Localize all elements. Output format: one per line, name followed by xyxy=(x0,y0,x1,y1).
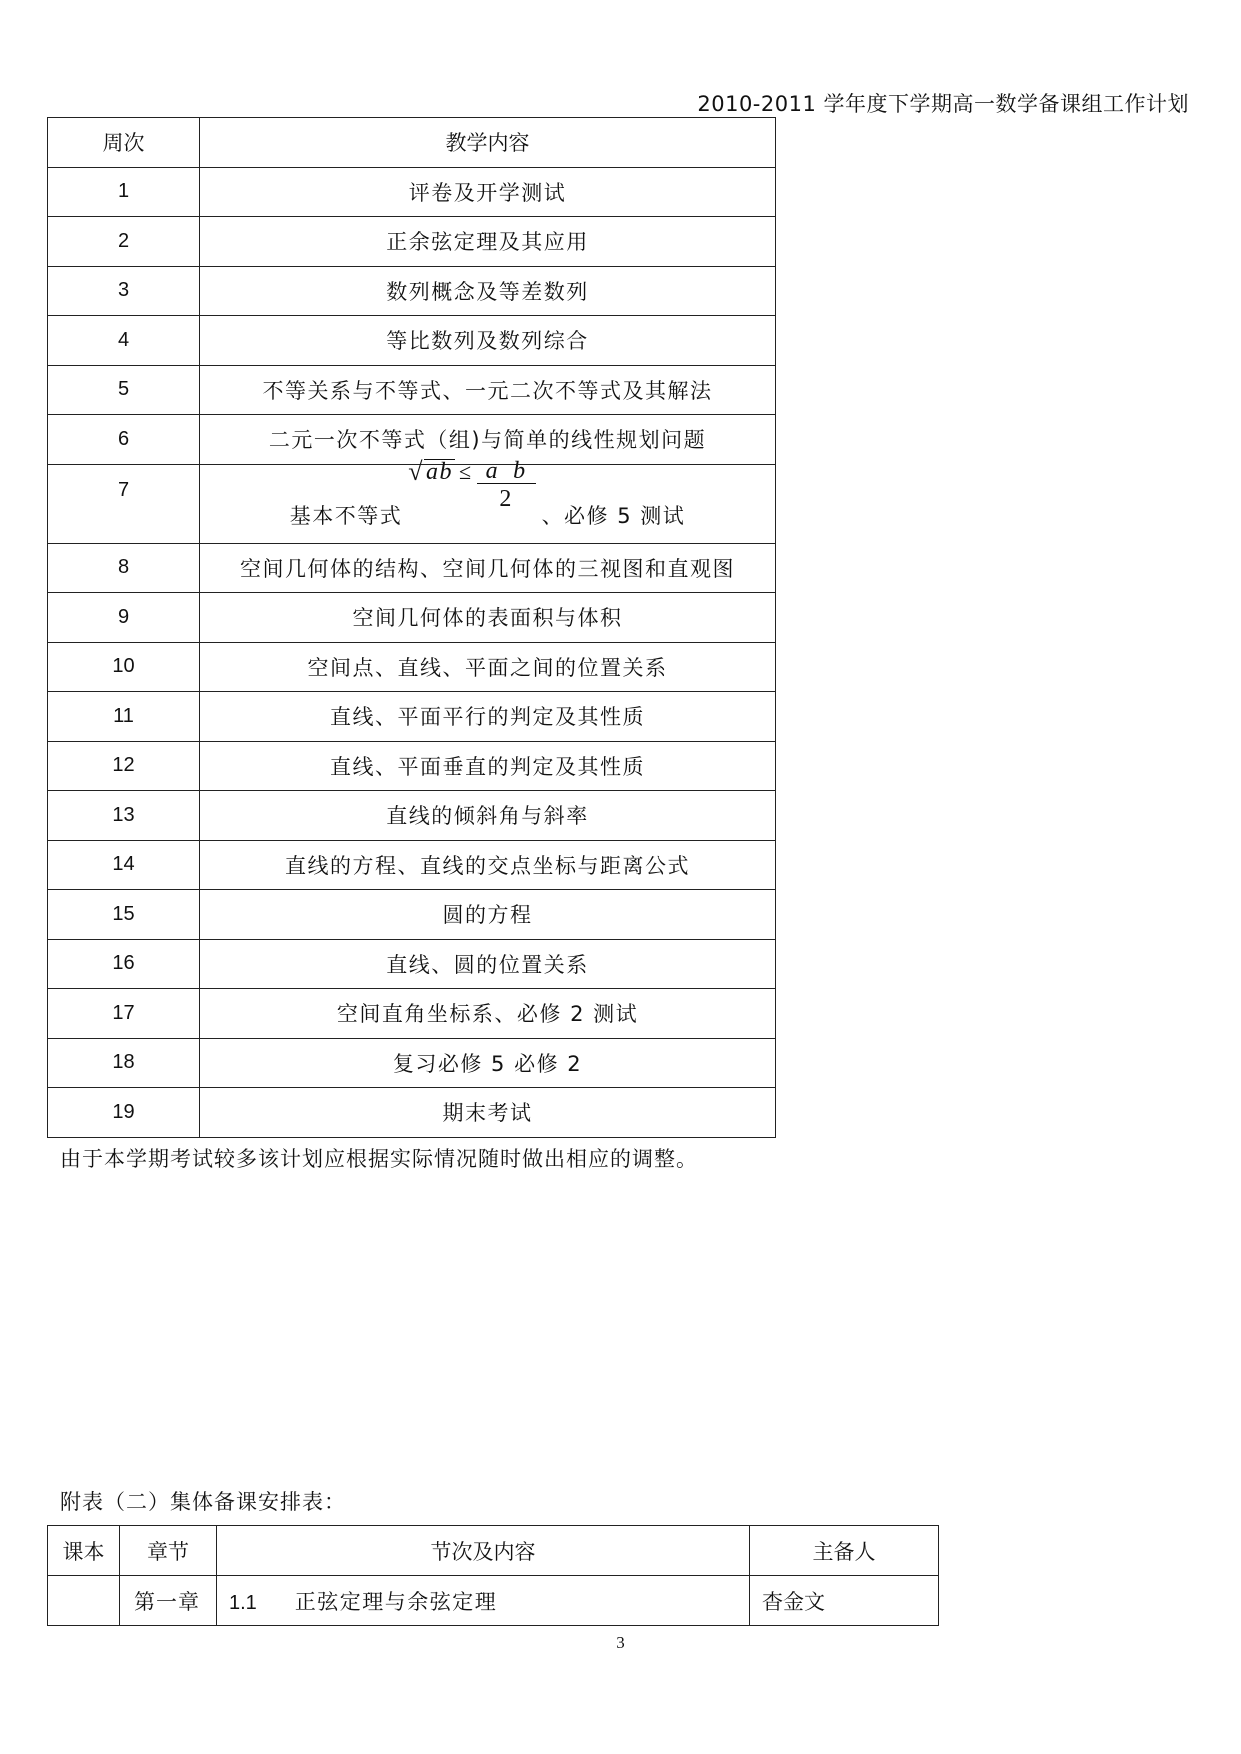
lead-teacher-cell: 杳金文 xyxy=(750,1576,939,1626)
week-number: 5 xyxy=(48,365,200,415)
chapter-cell: 第一章 xyxy=(120,1576,217,1626)
table-row xyxy=(48,642,776,692)
teaching-content: 数列概念及等差数列 xyxy=(200,266,776,316)
chapter-column-header: 章节 xyxy=(120,1526,217,1576)
table-row xyxy=(48,543,776,593)
radicand: ab xyxy=(425,459,453,486)
teaching-schedule-table xyxy=(47,117,776,1138)
numerator-a: a xyxy=(485,458,500,485)
teaching-content: 空间直角坐标系、必修 2 测试 xyxy=(200,989,776,1039)
table-row xyxy=(48,791,776,841)
table-row xyxy=(48,741,776,791)
book-column-header: 课本 xyxy=(48,1526,120,1576)
teaching-content xyxy=(200,457,776,543)
teaching-content: 空间点、直线、平面之间的位置关系 xyxy=(200,642,776,692)
teaching-content: 空间几何体的表面积与体积 xyxy=(200,593,776,643)
table-row xyxy=(48,939,776,989)
week-column-header: 周次 xyxy=(48,118,200,168)
week-number: 4 xyxy=(48,316,200,366)
fraction-numerator xyxy=(477,459,536,484)
week-number: 11 xyxy=(48,692,200,742)
week-number: 1 xyxy=(48,167,200,217)
week-number: 6 xyxy=(48,415,200,465)
less-equal-sign: ≤ xyxy=(458,459,473,485)
table-row xyxy=(48,1088,776,1138)
running-header: 2010-2011 学年度下学期高一数学备课组工作计划 xyxy=(697,92,1189,116)
table-row xyxy=(48,217,776,267)
lesson-prep-table xyxy=(47,1525,939,1626)
teaching-content: 直线、平面平行的判定及其性质 xyxy=(200,692,776,742)
teaching-content: 二元一次不等式（组)与简单的线性规划问题 xyxy=(200,415,776,465)
table-row xyxy=(48,464,776,543)
page-number: 3 xyxy=(616,1633,625,1652)
fraction-denominator: 2 xyxy=(499,486,513,513)
table-row xyxy=(48,365,776,415)
numerator-b: b xyxy=(513,458,527,485)
section-cell xyxy=(217,1576,750,1626)
table-row xyxy=(48,840,776,890)
week-number: 19 xyxy=(48,1088,200,1138)
appendix-title: 附表（二）集体备课安排表： xyxy=(60,1490,346,1514)
table-row xyxy=(48,167,776,217)
week-number: 8 xyxy=(48,543,200,593)
content-prefix: 基本不等式 xyxy=(289,503,403,528)
table-row xyxy=(48,1576,939,1626)
content-suffix: 、必修 5 测试 xyxy=(541,503,686,528)
teaching-content: 直线、圆的位置关系 xyxy=(200,939,776,989)
teaching-content: 不等关系与不等式、一元二次不等式及其解法 xyxy=(200,365,776,415)
table-row xyxy=(48,266,776,316)
week-number: 2 xyxy=(48,217,200,267)
week-number: 12 xyxy=(48,741,200,791)
fraction xyxy=(477,459,536,515)
square-root xyxy=(408,459,455,485)
table-header-row xyxy=(48,118,776,168)
section-column-header: 节次及内容 xyxy=(217,1526,750,1576)
week-number: 15 xyxy=(48,890,200,940)
teaching-content: 复习必修 5 必修 2 xyxy=(200,1038,776,1088)
week-number: 17 xyxy=(48,989,200,1039)
table-row xyxy=(48,593,776,643)
section-number: 1.1 xyxy=(229,1591,257,1614)
teaching-content: 空间几何体的结构、空间几何体的三视图和直观图 xyxy=(200,543,776,593)
teaching-content: 直线的倾斜角与斜率 xyxy=(200,791,776,841)
teaching-content: 直线、平面垂直的判定及其性质 xyxy=(200,741,776,791)
week-number: 18 xyxy=(48,1038,200,1088)
week-number: 3 xyxy=(48,266,200,316)
teaching-content: 直线的方程、直线的交点坐标与距离公式 xyxy=(200,840,776,890)
radical-sign-icon: √ xyxy=(408,457,424,487)
adjustment-note: 由于本学期考试较多该计划应根据实际情况随时做出相应的调整。 xyxy=(60,1147,698,1171)
teaching-content: 期末考试 xyxy=(200,1088,776,1138)
table-header-row xyxy=(48,1526,939,1576)
section-title: 正弦定理与余弦定理 xyxy=(294,1589,498,1614)
week-number: 13 xyxy=(48,791,200,841)
table-row xyxy=(48,1038,776,1088)
week-number: 9 xyxy=(48,593,200,643)
formula-line xyxy=(200,457,775,533)
table-row xyxy=(48,692,776,742)
week-number: 10 xyxy=(48,642,200,692)
content-column-header: 教学内容 xyxy=(200,118,776,168)
week-number: 7 xyxy=(48,464,200,543)
week-number: 14 xyxy=(48,840,200,890)
lead-column-header: 主备人 xyxy=(750,1526,939,1576)
book-cell xyxy=(48,1576,120,1626)
teaching-content: 正余弦定理及其应用 xyxy=(200,217,776,267)
teaching-content: 等比数列及数列综合 xyxy=(200,316,776,366)
am-gm-inequality xyxy=(408,459,535,515)
teaching-content: 圆的方程 xyxy=(200,890,776,940)
table-row xyxy=(48,989,776,1039)
week-number: 16 xyxy=(48,939,200,989)
table-row xyxy=(48,316,776,366)
teaching-content: 评卷及开学测试 xyxy=(200,167,776,217)
table-row xyxy=(48,890,776,940)
